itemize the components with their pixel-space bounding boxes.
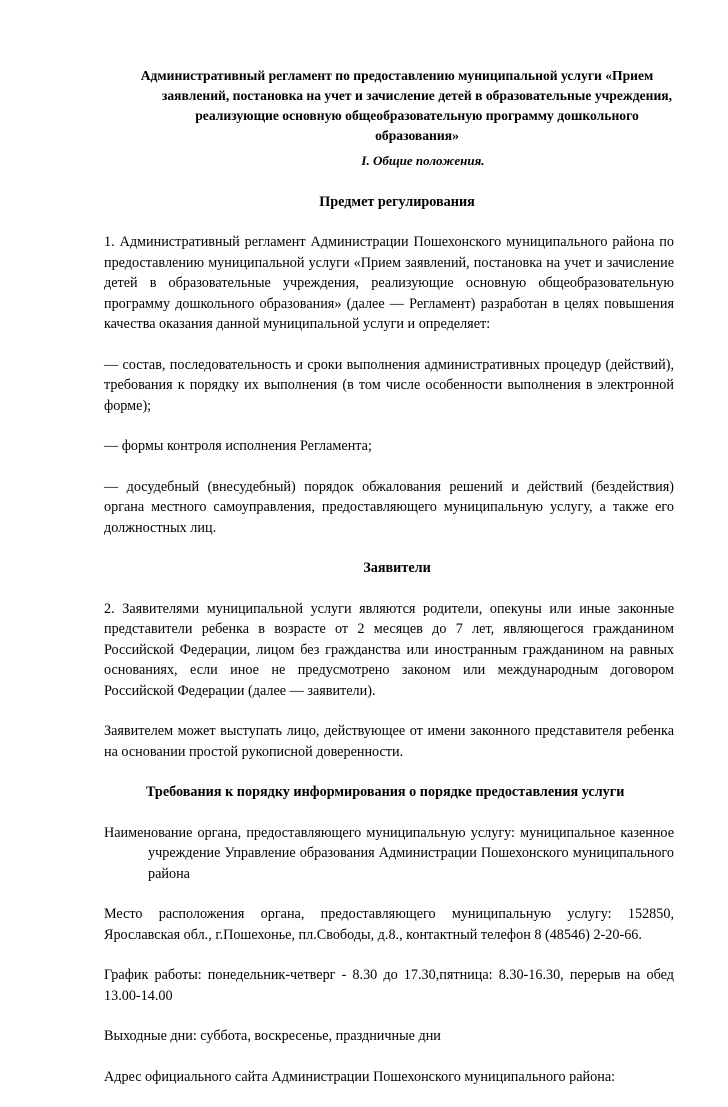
section-label: I. Общие положения. <box>361 153 485 168</box>
subject-paragraph-4: — досудебный (внесудебный) порядок обжалования решений и действий (бездействия) органа местного самоуправления, предоставляющего муниципальную услугу, а также его должностных лиц. <box>104 478 674 536</box>
subject-paragraph-3: — формы контроля исполнения Регламента; <box>104 438 372 454</box>
info-paragraph-1: Наименование органа, предоставляющего муниципальную услугу: муниципальное казенное учреждение Управление образования Администрации Пошехонского муниципального района <box>104 824 674 882</box>
info-heading: Требования к порядку информирования о порядке предоставления услуги <box>146 784 625 800</box>
applicants-paragraph-2: Заявителем может выступать лицо, действующее от имени законного представителя ребенка на основании простой рукописной доверенности. <box>104 723 674 760</box>
applicants-heading: Заявители <box>363 560 431 576</box>
applicants-paragraph-1: 2. Заявителями муниципальной услуги являются родители, опекуны или иные законные представители ребенка в возрасте от 2 месяцев до 7 лет, являющегося гражданином Российской Федерации, лицом без гражданства или иностранным гражданином на равных основаниях, если иное не предусмотрено законом или международным договором Российской Федерации (далее — заявители). <box>104 600 674 699</box>
info-paragraph-5: Адрес официального сайта Администрации Пошехонского муниципального района: <box>104 1068 616 1085</box>
info-paragraph-4: Выходные дни: суббота, воскресенье, праздничные дни <box>104 1028 441 1044</box>
document-title: Административный регламент по предоставлению муниципальной услуги «Прием заявлений, постановка на учет и зачисление детей в образовательные учреждения, реализующие основную общеобразовательную программу дошкольного образования» <box>140 68 673 143</box>
subject-paragraph-2: — состав, последовательность и сроки выполнения административных процедур (действий), требования к порядку их выполнения (в том числе особенности выполнения в электронной форме); <box>104 356 674 414</box>
document-page <box>104 66 674 1107</box>
subject-paragraph-1: 1. Административный регламент Администрации Пошехонского муниципального района по предоставлению муниципальной услуги «Прием заявлений, постановка на учет и зачисление детей в образовательные учреждения, реализующие основную общеобразовательную программу дошкольного образования» (далее — Регламент) разработан в целях повышения качества оказания данной муниципальной услуги и определяет: <box>104 234 674 332</box>
info-paragraph-2: Место расположения органа, предоставляющего муниципальную услугу: 152850, Ярославская обл., г.Пошехонье, пл.Свободы, д.8., контактный телефон 8 (48546) 2-20-66. <box>104 906 674 943</box>
subject-heading: Предмет регулирования <box>319 193 475 210</box>
info-paragraph-3: График работы: понедельник-четверг - 8.30 до 17.30,пятница: 8.30-16.30, перерыв на обед 13.00-14.00 <box>104 967 674 1004</box>
